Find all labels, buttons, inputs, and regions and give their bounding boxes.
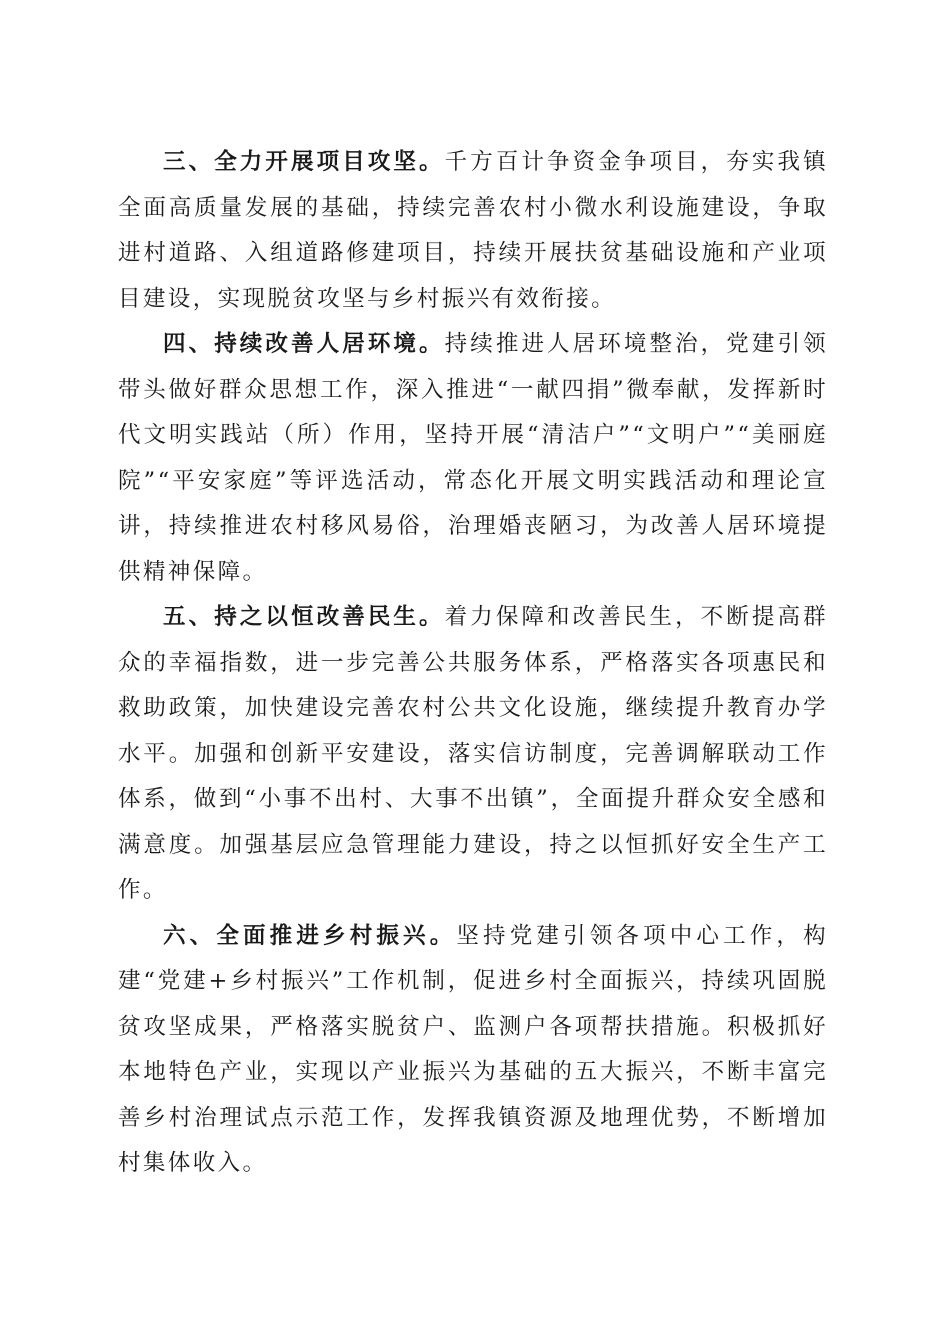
section-heading: 四、持续改善人居环境。: [163, 331, 445, 357]
section-heading: 六、全面推进乡村振兴。: [163, 922, 457, 949]
section-rural-revitalization: [118, 914, 828, 1187]
section-livelihood: [118, 595, 828, 914]
section-project-push: [118, 140, 828, 322]
section-body: 持续推进人居环境整治，党建引领带头做好群众思想工作，深入推进“一献四捐”微奉献，发挥新时代文明实践站（所）作用，坚持开展“清洁户”“文明户”“美丽庭院”“平安家庭”等评选活动，常态化开展文明实践活动和理论宣讲，持续推进农村移风易俗，治理婚丧陋习，为改善人居环境提供精神保障。: [118, 331, 828, 585]
section-living-environment: [118, 322, 828, 595]
section-heading: 三、全力开展项目攻坚。: [163, 149, 445, 175]
document-page: [118, 140, 828, 1187]
section-body: 着力保障和改善民生，不断提高群众的幸福指数，进一步完善公共服务体系，严格落实各项惠民和救助政策，加快建设完善农村公共文化设施，继续提升教育办学水平。加强和创新平安建设，落实信访制度，完善调解联动工作体系，做到“小事不出村、大事不出镇”，全面提升群众安全感和满意度。加强基层应急管理能力建设，持之以恒抓好安全生产工作。: [118, 604, 828, 903]
section-body: 千方百计争资金争项目，夯实我镇全面高质量发展的基础，持续完善农村小微水利设施建设，争取进村道路、入组道路修建项目，持续开展扶贫基础设施和产业项目建设，实现脱贫攻坚与乡村振兴有效衔接。: [118, 149, 828, 312]
section-heading: 五、持之以恒改善民生。: [163, 604, 445, 630]
section-body: 坚持党建引领各项中心工作，构建“党建+乡村振兴”工作机制，促进乡村全面振兴，持续巩固脱贫攻坚成果，严格落实脱贫户、监测户各项帮扶措施。积极抓好本地特色产业，实现以产业振兴为基础的五大振兴，不断丰富完善乡村治理试点示范工作，发挥我镇资源及地理优势，不断增加村集体收入。: [118, 922, 828, 1176]
